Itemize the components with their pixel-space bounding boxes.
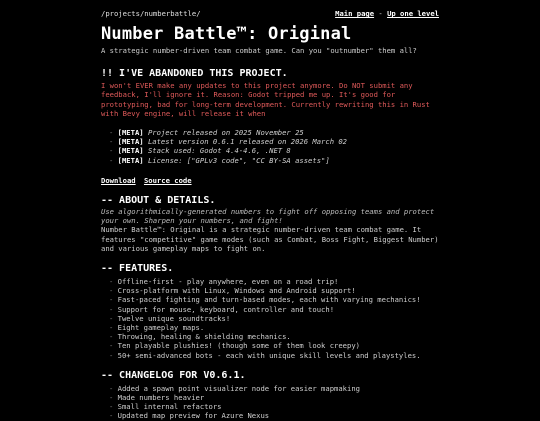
feature-text: Ten playable plushies! (though some of them look creepy) (117, 341, 360, 351)
feature-text: Cross-platform with Linux, Windows and Android support! (117, 286, 356, 296)
changelog-list (101, 384, 439, 421)
meta-item (101, 137, 439, 146)
page (101, 0, 439, 421)
meta-text: Stack used: Godot 4.4-4.6, .NET 8 (147, 146, 291, 156)
changelog-text: Made numbers heavier (117, 393, 205, 403)
abandoned-notice: I won't EVER make any updates to this project anymore. Do NOT submit any feedback, I'll ignore it. Reason: Godot tripped me up. It's good for prototyping, bad for long-term development. Currently rewriting this in Rust with Bevy engine, will release it when (101, 81, 430, 118)
download-links (101, 176, 439, 185)
meta-tag: [META] (117, 155, 144, 165)
top-nav (335, 9, 439, 18)
changelog-text: Updated map preview for Azure Nexus (117, 411, 270, 421)
bullet: - (109, 295, 114, 305)
feature-text: Eight gameplay maps. (117, 323, 205, 333)
feature-text: Offline-first - play anywhere, even on a road trip! (117, 277, 339, 287)
changelog-text: Small internal refactors (117, 402, 222, 412)
meta-item (101, 156, 439, 165)
list-item (101, 332, 439, 341)
bullet: - (109, 128, 114, 138)
about-heading: -- ABOUT & DETAILS. (101, 195, 216, 207)
top-bar (101, 9, 439, 19)
page-title: Number Battle™: Original (101, 24, 352, 44)
list-item (101, 411, 439, 420)
abandoned-heading: !! I'VE ABANDONED THIS PROJECT. (101, 68, 288, 80)
bullet: - (109, 350, 114, 360)
meta-text: Project released on 2025 November 25 (147, 128, 304, 138)
features-heading: -- FEATURES. (101, 263, 174, 275)
bullet: - (109, 332, 114, 342)
meta-text: License: ["GPLv3 code", "CC BY-SA assets"] (147, 155, 330, 165)
bullet: - (109, 313, 114, 323)
bullet: - (109, 323, 114, 333)
bullet: - (109, 383, 114, 393)
list-item (101, 314, 439, 323)
meta-item (101, 146, 439, 155)
meta-tag: [META] (117, 128, 144, 138)
list-item (101, 305, 439, 314)
source-code-link[interactable]: Source code (143, 175, 192, 185)
list-item (101, 351, 439, 360)
breadcrumb-path: /projects/numberbattle/ (101, 9, 201, 18)
features-list (101, 277, 439, 360)
feature-text: Fast-paced fighting and turn-based modes, each with varying mechanics! (117, 295, 421, 305)
bullet: - (109, 277, 114, 287)
bullet: - (109, 155, 114, 165)
nav-separator: - (374, 9, 388, 18)
changelog-heading: -- CHANGELOG FOR V0.6.1. (101, 369, 246, 381)
bullet: - (109, 146, 114, 156)
feature-text: Twelve unique soundtracks! (117, 313, 231, 323)
up-one-level-link[interactable]: Up one level (387, 9, 439, 18)
bullet: - (109, 411, 114, 421)
bullet: - (109, 304, 114, 314)
list-item (101, 393, 439, 402)
bullet: - (109, 393, 114, 403)
bullet: - (109, 137, 114, 147)
list-item (101, 341, 439, 350)
meta-text: Latest version 0.6.1 released on 2026 March 02 (147, 137, 348, 147)
changelog-text: Added a spawn point visualizer node for easier mapmaking (117, 383, 360, 393)
feature-text: Throwing, healing & shielding mechanics. (117, 332, 291, 342)
bullet: - (109, 402, 114, 412)
meta-list (101, 128, 439, 165)
list-item (101, 286, 439, 295)
feature-text: 50+ semi-advanced bots - each with unique skill levels and playstyles. (117, 350, 421, 360)
list-item (101, 323, 439, 332)
list-item (101, 277, 439, 286)
download-link[interactable]: Download (101, 175, 136, 185)
feature-text: Support for mouse, keyboard, controller and touch! (117, 304, 335, 314)
meta-tag: [META] (117, 137, 144, 147)
list-item (101, 384, 439, 393)
meta-item (101, 128, 439, 137)
meta-tag: [META] (117, 146, 144, 156)
list-item (101, 295, 439, 304)
about-intro: Use algorithmically-generated numbers to fight off opposing teams and protect your own. Sharpen your numbers, and fight! (101, 207, 435, 226)
about-body: Number Battle™: Original is a strategic number-driven team combat game. It features "competitive" game modes (such as Combat, Boss Fight, Biggest Number) and various gameplay maps to fight on. (101, 225, 439, 253)
list-item (101, 402, 439, 411)
tagline: A strategic number-driven team combat game. Can you "outnumber" them all? (101, 46, 417, 55)
bullet: - (109, 341, 114, 351)
main-page-link[interactable]: Main page (335, 9, 375, 18)
bullet: - (109, 286, 114, 296)
